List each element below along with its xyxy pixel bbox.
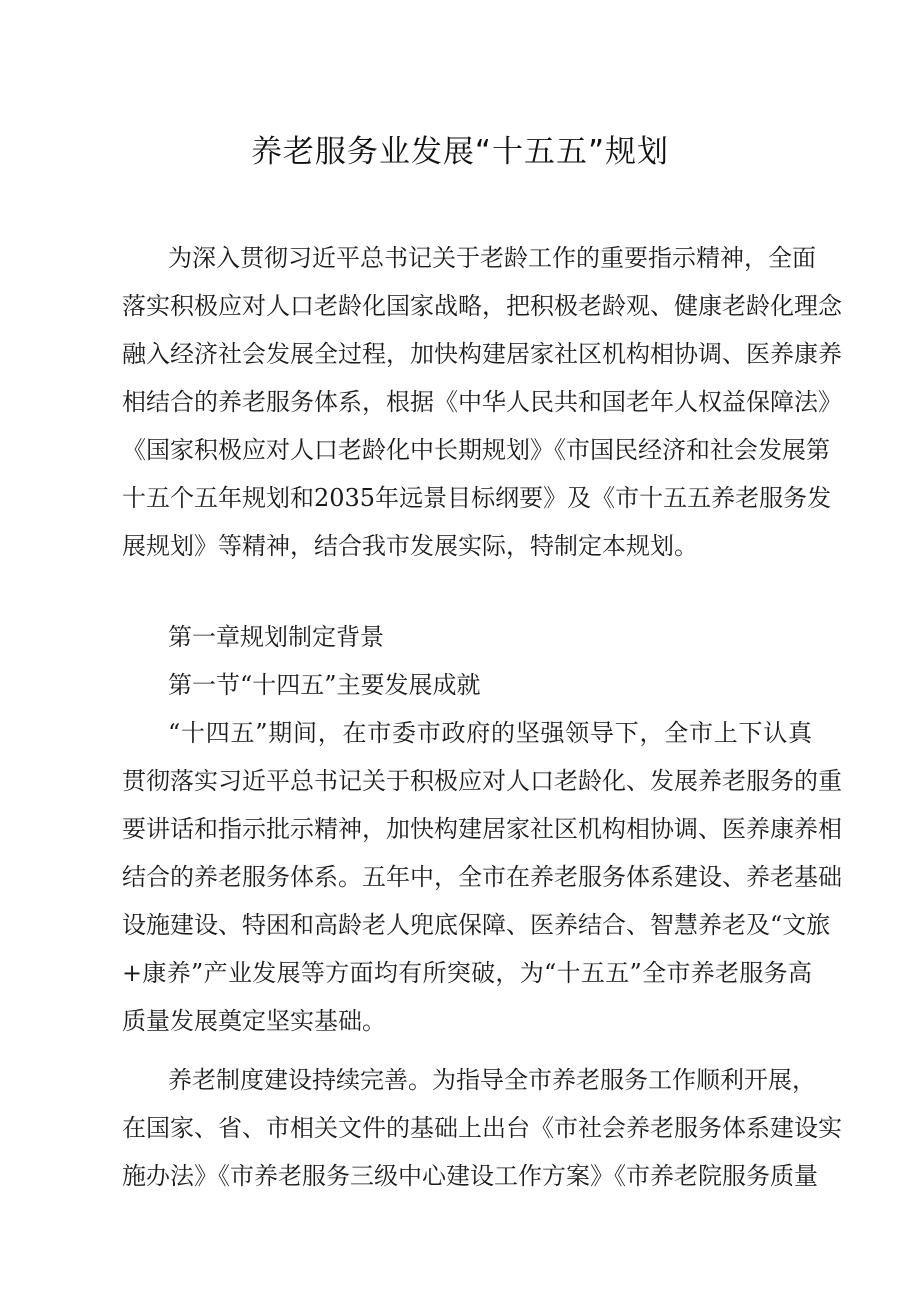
chapter-heading: 第一章规划制定背景 [168,623,384,651]
achievement-line: 结合的养老服务体系。五年中，全市在养老服务体系建设、养老基础 [122,863,842,891]
achievement-line: +康养”产业发展等方面均有所突破，为“十五五”全市养老服务高 [122,959,812,987]
achievement-line: 设施建设、特困和高龄老人兜底保障、医养结合、智慧养老及“文旅 [122,911,831,939]
system-line: 在国家、省、市相关文件的基础上出台《市社会养老服务体系建设实 [122,1114,842,1142]
system-line: 施办法》《市养老服务三级中心建设工作方案》《市养老院服务质量 [122,1162,818,1190]
intro-line: 十五个五年规划和2035年远景目标纲要》及《市十五五养老服务发 [122,484,832,512]
document-title: 养老服务业发展“十五五”规划 [250,134,670,170]
intro-line: 展规划》等精神，结合我市发展实际，特制定本规划。 [122,532,698,560]
achievement-line: “十四五”期间，在市委市政府的坚强领导下，全市上下认真 [168,719,812,747]
intro-line: 为深入贯彻习近平总书记关于老龄工作的重要指示精神，全面 [168,244,816,272]
section-heading: 第一节“十四五”主要发展成就 [168,671,481,699]
achievement-line: 要讲话和指示批示精神，加快构建居家社区机构相协调、医养康养相 [122,815,842,843]
intro-line: 落实积极应对人口老龄化国家战略，把积极老龄观、健康老龄化理念 [122,292,842,320]
system-line: 养老制度建设持续完善。为指导全市养老服务工作顺利开展， [168,1066,816,1094]
intro-line: 相结合的养老服务体系，根据《中华人民共和国老年人权益保障法》 [122,388,842,416]
achievement-line: 质量发展奠定坚实基础。 [122,1007,386,1035]
achievement-line: 贯彻落实习近平总书记关于积极应对人口老龄化、发展养老服务的重 [122,767,842,795]
intro-line: 融入经济社会发展全过程，加快构建居家社区机构相协调、医养康养 [122,340,842,368]
intro-line: 《国家积极应对人口老龄化中长期规划》《市国民经济和社会发展第 [122,436,830,464]
